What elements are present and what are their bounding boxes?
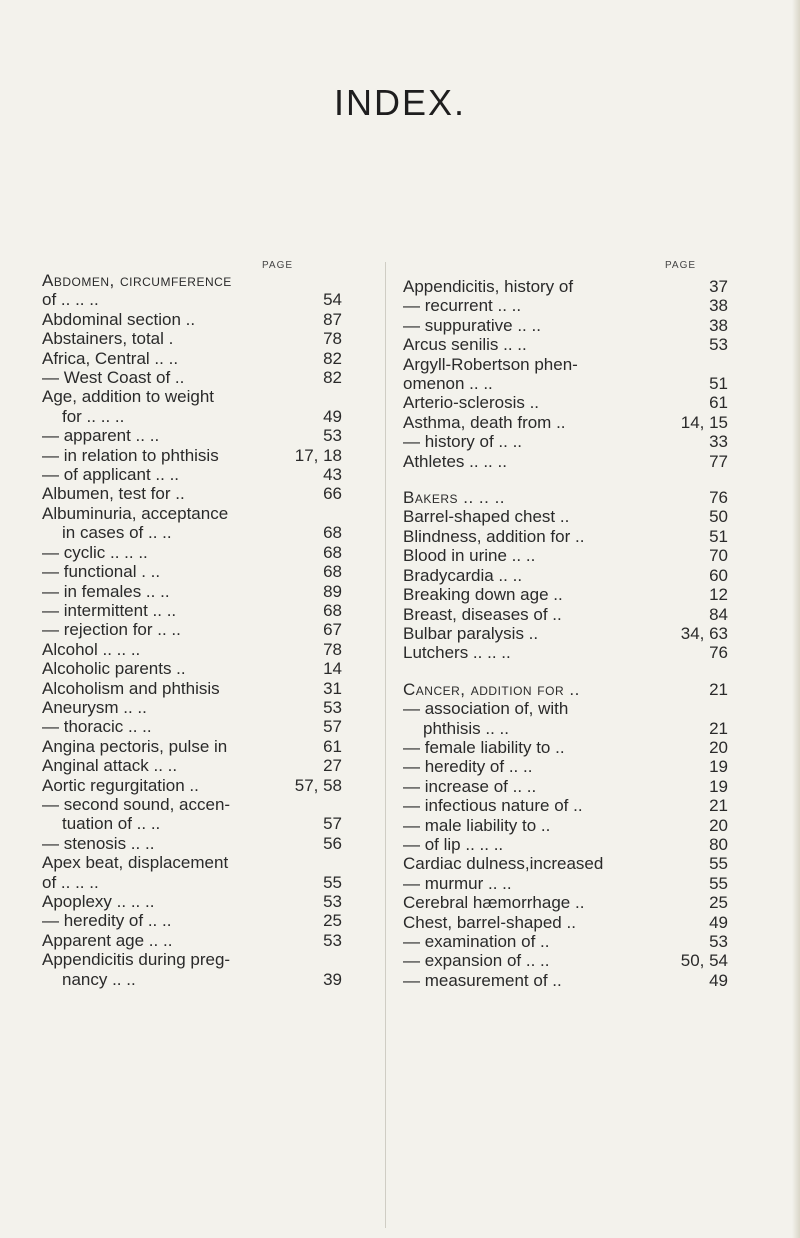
index-entry-term: Lutchers .. .. ..	[403, 643, 511, 663]
page-title: INDEX.	[333, 82, 467, 123]
index-entry	[403, 452, 728, 471]
index-entry	[42, 601, 342, 620]
index-entry-page: 66	[323, 484, 342, 504]
index-entry-term: Africa, Central .. ..	[42, 348, 179, 368]
index-entry	[42, 271, 342, 290]
index-entry	[403, 374, 728, 393]
index-entry-page: 12	[709, 585, 728, 605]
index-entry-term: Blindness, addition for ..	[403, 526, 585, 546]
index-entry-page: 20	[709, 737, 728, 757]
index-entry-term: Alcohol .. .. ..	[42, 639, 141, 659]
index-entry-term: — measurement of ..	[403, 970, 562, 990]
index-entry	[42, 950, 342, 969]
index-entry-term: Cardiac dulness,increased	[403, 854, 604, 874]
index-entry-term: — of lip .. .. ..	[403, 834, 504, 854]
index-entry	[42, 931, 342, 950]
index-entry-term: — intermittent .. ..	[42, 600, 177, 620]
index-entry	[403, 507, 728, 526]
index-entry	[42, 446, 342, 465]
index-entry-term: of .. .. ..	[42, 872, 99, 892]
index-entry-term: Argyll-Robertson phen-	[403, 354, 578, 374]
index-entry-term: — murmur .. ..	[403, 873, 512, 893]
index-entry-page: 50	[709, 507, 728, 527]
index-entry-term: Albuminuria, acceptance	[42, 503, 229, 523]
index-entry	[42, 911, 342, 930]
index-entry	[42, 310, 342, 329]
index-entry	[403, 277, 728, 296]
index-entry	[403, 816, 728, 835]
index-entry-term: Abdomen, circumference	[42, 271, 232, 290]
index-entry	[403, 854, 728, 873]
index-entry-term: — in females .. ..	[42, 581, 170, 601]
index-entry-term: Alcoholic parents ..	[42, 659, 186, 679]
index-entry-page: 37	[709, 277, 728, 296]
index-entry-page: 82	[323, 348, 342, 368]
index-entry-page: 54	[323, 290, 342, 310]
index-entry-page: 14	[323, 659, 342, 679]
index-entry	[42, 484, 342, 503]
index-entry	[403, 971, 728, 990]
index-entry	[403, 719, 728, 738]
index-entry	[403, 316, 728, 335]
index-entry-page: 21	[709, 796, 728, 816]
index-entry-term: Age, addition to weight	[42, 387, 215, 407]
index-entry-term: — association of, with	[403, 699, 569, 719]
index-entry	[42, 776, 342, 795]
index-entry-page: 53	[709, 335, 728, 355]
index-entry-term: omenon .. ..	[403, 374, 493, 394]
index-entry	[403, 605, 728, 624]
index-entry-page: 21	[709, 718, 728, 738]
index-entry	[42, 970, 342, 989]
index-entry-term: — functional . ..	[42, 562, 161, 582]
index-entry-term: Abdominal section ..	[42, 309, 196, 329]
index-entry	[403, 624, 728, 643]
section-gap	[403, 663, 728, 680]
index-entry	[403, 777, 728, 796]
index-entry-page: 19	[709, 776, 728, 796]
index-entry	[42, 368, 342, 387]
index-entry-page: 87	[323, 309, 342, 329]
index-entry-page: 80	[709, 834, 728, 854]
index-entry-page: 51	[709, 374, 728, 394]
index-entry-term: Apparent age .. ..	[42, 930, 173, 950]
index-entry-term: — thoracic .. ..	[42, 717, 152, 737]
index-entry-page: 39	[323, 969, 342, 989]
index-entry-page: 68	[323, 542, 342, 562]
index-entry-page: 53	[323, 892, 342, 911]
index-entry-term: Cancer, addition for ..	[403, 679, 580, 699]
index-entry-page: 78	[323, 639, 342, 659]
index-entry	[403, 643, 728, 662]
index-entry	[403, 796, 728, 815]
index-entry-page: 38	[709, 296, 728, 316]
index-entry-page: 21	[709, 679, 728, 699]
index-entry-term: Cerebral hæmorrhage ..	[403, 893, 585, 913]
page-edge-shadow	[792, 0, 800, 1238]
index-entry-page: 33	[709, 432, 728, 452]
index-entry-term: — heredity of .. ..	[42, 911, 172, 931]
index-entry	[42, 543, 342, 562]
index-entry-term: Anginal attack .. ..	[42, 756, 178, 776]
index-entry	[42, 329, 342, 348]
index-entry-term: Arcus senilis .. ..	[403, 335, 527, 355]
index-entry	[42, 892, 342, 911]
index-entry-page: 56	[323, 833, 342, 853]
index-entry	[403, 546, 728, 565]
index-entry-term: — history of .. ..	[403, 432, 523, 452]
index-entry-page: 61	[709, 393, 728, 413]
index-entry	[403, 932, 728, 951]
index-entry-page: 76	[709, 643, 728, 663]
index-entry	[42, 873, 342, 892]
index-entry-page: 25	[323, 911, 342, 931]
index-entry-term: — cyclic .. .. ..	[42, 542, 148, 562]
index-entry	[42, 407, 342, 426]
index-entry-term: Apex beat, displacement	[42, 853, 229, 873]
index-entry	[42, 640, 342, 659]
index-entry	[42, 834, 342, 853]
index-entry	[42, 853, 342, 872]
index-entry-page: 84	[709, 604, 728, 624]
index-entry-page: 49	[709, 912, 728, 932]
index-entry-page: 67	[323, 620, 342, 640]
index-entry-term: — male liability to ..	[403, 815, 551, 835]
index-entry	[403, 835, 728, 854]
index-entry	[42, 582, 342, 601]
index-entry-page: 19	[709, 757, 728, 777]
index-entry	[42, 290, 342, 309]
index-entry	[42, 814, 342, 833]
index-entry	[42, 756, 342, 775]
index-entry-term: — apparent .. ..	[42, 426, 160, 446]
index-entry-term: Chest, barrel-shaped ..	[403, 912, 576, 932]
index-entry	[403, 527, 728, 546]
index-entry-term: in cases of .. ..	[62, 523, 172, 543]
index-entry-page: 38	[709, 315, 728, 335]
index-entry-term: Abstainers, total .	[42, 329, 174, 349]
index-entry	[403, 680, 728, 699]
index-entry-term: Alcoholism and phthisis	[42, 678, 220, 698]
index-entry-page: 27	[323, 756, 342, 776]
index-entry-term: Breaking down age ..	[403, 585, 563, 605]
index-entry	[42, 795, 342, 814]
index-entry-page: 89	[323, 581, 342, 601]
index-entry-term: Athletes .. .. ..	[403, 451, 507, 471]
index-entry-term: — expansion of .. ..	[403, 951, 550, 971]
index-entry-page: 34, 63	[680, 623, 728, 643]
index-entry-page: 68	[323, 600, 342, 620]
index-entry	[42, 659, 342, 678]
index-entry	[403, 296, 728, 315]
page-column-header-right: PAGE	[665, 260, 697, 271]
index-entry	[42, 523, 342, 542]
index-entry-term: — second sound, accen-	[42, 794, 231, 814]
index-entry-term: for .. .. ..	[62, 406, 125, 426]
index-entry-page: 53	[323, 930, 342, 950]
index-entry-page: 31	[323, 678, 342, 698]
index-entry-page: 78	[323, 329, 342, 349]
index-entry-term: Appendicitis during preg-	[42, 950, 231, 970]
index-column-left	[42, 271, 342, 989]
index-entry-term: Aneurysm .. ..	[42, 697, 147, 717]
index-entry-term: Angina pectoris, pulse in	[42, 736, 228, 756]
index-entry-term: of .. .. ..	[42, 290, 99, 310]
index-entry-term: — rejection for .. ..	[42, 620, 181, 640]
index-entry-page: 49	[323, 406, 342, 426]
index-entry	[403, 738, 728, 757]
index-entry-page: 14, 15	[680, 412, 728, 432]
index-entry	[42, 504, 342, 523]
index-entry	[403, 432, 728, 451]
index-entry	[42, 620, 342, 639]
index-entry	[42, 465, 342, 484]
index-entry-page: 57, 58	[294, 775, 342, 795]
index-entry-page: 17, 18	[294, 445, 342, 465]
index-entry-term: — recurrent .. ..	[403, 296, 522, 316]
index-entry-page: 77	[709, 451, 728, 471]
index-entry	[403, 951, 728, 970]
index-entry-page: 55	[323, 872, 342, 892]
index-entry-term: Appendicitis, history of	[403, 277, 574, 296]
index-entry-term: — West Coast of ..	[42, 368, 185, 388]
index-entry-term: — suppurative .. ..	[403, 315, 541, 335]
index-entry-term: Bradycardia .. ..	[403, 565, 523, 585]
index-entry-term: Breast, diseases of ..	[403, 604, 562, 624]
index-entry-term: — examination of ..	[403, 932, 550, 951]
index-entry	[403, 893, 728, 912]
index-entry-term: nancy .. ..	[62, 969, 136, 989]
index-entry-term: Albumen, test for ..	[42, 484, 185, 504]
index-entry	[42, 717, 342, 736]
index-entry-term: Bulbar paralysis ..	[403, 623, 539, 643]
index-entry-term: — in relation to phthisis	[42, 445, 219, 465]
index-entry-term: — female liability to ..	[403, 737, 565, 757]
page-column-header-left: PAGE	[262, 260, 294, 271]
index-entry-page: 55	[709, 854, 728, 874]
index-entry	[403, 913, 728, 932]
index-entry	[403, 699, 728, 718]
index-entry-term: — heredity of .. ..	[403, 757, 533, 777]
index-entry-page: 51	[709, 526, 728, 546]
index-entry-page: 53	[323, 697, 342, 717]
index-entry	[42, 426, 342, 445]
index-entry-page: 50, 54	[680, 951, 728, 971]
index-entry-page: 68	[323, 562, 342, 582]
index-entry	[403, 488, 728, 507]
index-entry-term: Asthma, death from ..	[403, 412, 566, 432]
index-entry	[42, 562, 342, 581]
index-entry-page: 82	[323, 368, 342, 388]
index-entry-page: 76	[709, 488, 728, 508]
index-entry-page: 49	[709, 970, 728, 990]
index-entry	[42, 698, 342, 717]
index-entry	[403, 393, 728, 412]
index-entry	[42, 349, 342, 368]
index-entry-page: 25	[709, 893, 728, 913]
index-entry	[403, 566, 728, 585]
index-column-right	[403, 277, 728, 990]
index-entry-term: — of applicant .. ..	[42, 465, 180, 485]
index-entry-page: 53	[323, 426, 342, 446]
index-entry-page: 61	[323, 736, 342, 756]
index-entry	[42, 679, 342, 698]
index-entry-term: Apoplexy .. .. ..	[42, 892, 155, 911]
index-entry	[403, 874, 728, 893]
index-entry-term: Blood in urine .. ..	[403, 546, 536, 566]
index-entry-term: Aortic regurgitation ..	[42, 775, 199, 795]
index-entry-page: 60	[709, 565, 728, 585]
index-entry	[42, 387, 342, 406]
index-entry-term: — infectious nature of ..	[403, 796, 583, 816]
index-entry-page: 70	[709, 546, 728, 566]
section-gap	[403, 471, 728, 488]
index-entry	[403, 335, 728, 354]
index-entry-term: phthisis .. ..	[423, 718, 509, 738]
index-entry	[42, 737, 342, 756]
index-entry-term: — increase of .. ..	[403, 776, 537, 796]
index-entry-page: 57	[323, 717, 342, 737]
index-entry-term: Arterio-sclerosis ..	[403, 393, 540, 413]
index-entry	[403, 355, 728, 374]
index-entry-term: Barrel-shaped chest ..	[403, 507, 570, 527]
index-entry-page: 20	[709, 815, 728, 835]
index-entry	[403, 757, 728, 776]
index-entry	[403, 585, 728, 604]
index-entry-page: 55	[709, 873, 728, 893]
index-entry-page: 57	[323, 814, 342, 834]
index-entry-term: tuation of .. ..	[62, 814, 161, 834]
index-entry-page: 53	[709, 932, 728, 951]
index-entry-term: Bakers .. .. ..	[403, 488, 506, 508]
index-entry-page: 43	[323, 465, 342, 485]
index-entry	[403, 413, 728, 432]
index-entry-term: — stenosis .. ..	[42, 833, 155, 853]
index-entry-page: 68	[323, 523, 342, 543]
column-divider	[385, 262, 386, 1228]
